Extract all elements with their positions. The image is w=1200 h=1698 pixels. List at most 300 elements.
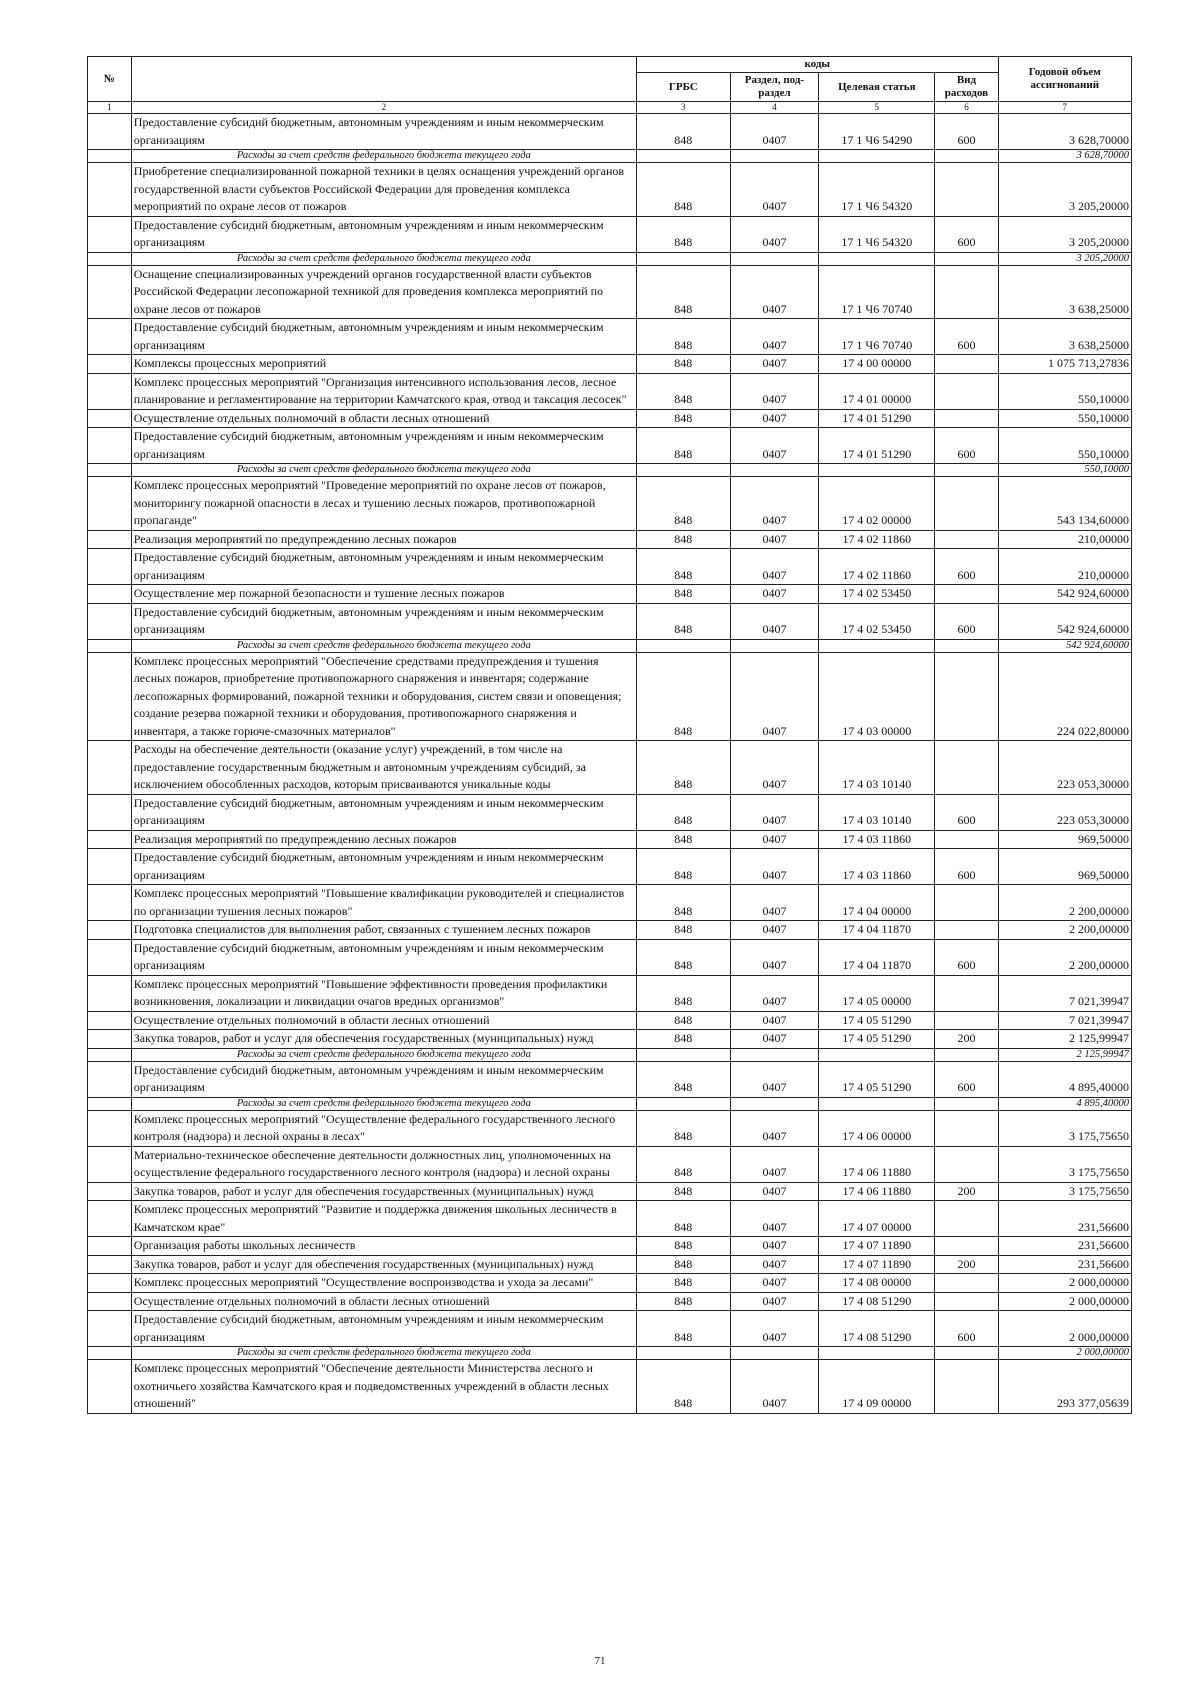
row-vid-cell: 600 [935,794,998,830]
row-vid-cell [935,1146,998,1182]
row-target-cell: 17 4 05 51290 [819,1011,935,1030]
row-razdel-cell: 0407 [730,1110,819,1146]
table-row [88,1292,1132,1311]
row-amount-cell: 2 000,00000 [998,1274,1131,1293]
row-index-cell [88,464,132,477]
row-name-cell: Предоставление субсидий бюджетным, автономным учреждениям и иным некоммерческим организациям [131,849,636,885]
row-vid-cell [935,921,998,940]
row-grbs-cell: 848 [636,1311,730,1347]
row-razdel-cell: 0407 [730,741,819,795]
row-target-cell [819,1048,935,1061]
row-index-cell [88,477,132,531]
row-razdel-cell: 0407 [730,1360,819,1414]
row-razdel-cell: 0407 [730,885,819,921]
row-name-cell: Предоставление субсидий бюджетным, автономным учреждениям и иным некоммерческим организациям [131,1311,636,1347]
row-amount-cell: 2 000,00000 [998,1347,1131,1360]
row-amount-cell: 3 175,75650 [998,1110,1131,1146]
row-amount-cell: 550,10000 [998,464,1131,477]
row-razdel-cell [730,252,819,265]
row-vid-cell [935,652,998,741]
row-target-cell [819,1347,935,1360]
row-index-cell [88,939,132,975]
row-name-cell: Оснащение специализированных учреждений органов государственной власти субъектов Российской Федерации лесопожарной техникой для проведения комплекса мероприятий по охране лесов от пожаров [131,265,636,319]
row-name-cell: Предоставление субсидий бюджетным, автономным учреждениям и иным некоммерческим организациям [131,603,636,639]
row-name-cell: Комплекс процессных мероприятий "Организация интенсивного использования лесов, лесное планирование и регламентирование на территории Камчатского края, отвод и таксация лесосек" [131,373,636,409]
row-name-cell: Предоставление субсидий бюджетным, автономным учреждениям и иным некоммерческим организациям [131,1061,636,1097]
row-vid-cell [935,830,998,849]
row-index-cell [88,1311,132,1347]
row-amount-cell: 542 924,60000 [998,585,1131,604]
row-vid-cell: 600 [935,114,998,150]
row-target-cell: 17 4 05 51290 [819,1061,935,1097]
row-grbs-cell [636,1097,730,1110]
row-name-cell: Материально-техническое обеспечение деятельности должностных лиц, уполномоченных на осуществление федерального государственного лесного контроля (надзора) и лесной охраны [131,1146,636,1182]
table-row [88,319,1132,355]
row-target-cell: 17 4 07 00000 [819,1201,935,1237]
row-index-cell [88,1097,132,1110]
row-name-cell: Комплекс процессных мероприятий "Обеспечение деятельности Министерства лесного и охотничьего хозяйства Камчатского края и подведомственных учреждений в области лесных отношений" [131,1360,636,1414]
row-vid-cell [935,163,998,217]
row-amount-cell: 2 125,99947 [998,1030,1131,1049]
row-razdel-cell: 0407 [730,921,819,940]
row-amount-cell: 3 638,25000 [998,319,1131,355]
table-row [88,885,1132,921]
row-grbs-cell: 848 [636,1011,730,1030]
row-target-cell: 17 4 04 00000 [819,885,935,921]
col-number: 5 [819,102,935,114]
row-amount-cell: 2 200,00000 [998,885,1131,921]
row-grbs-cell: 848 [636,114,730,150]
row-razdel-cell [730,1097,819,1110]
row-target-cell: 17 4 03 00000 [819,652,935,741]
row-target-cell: 17 4 06 11880 [819,1146,935,1182]
row-vid-cell: 600 [935,428,998,464]
col-number: 1 [88,102,132,114]
row-amount-cell: 231,56600 [998,1237,1131,1256]
row-razdel-cell: 0407 [730,319,819,355]
row-grbs-cell: 848 [636,885,730,921]
row-index-cell [88,652,132,741]
row-razdel-cell: 0407 [730,1011,819,1030]
table-row [88,939,1132,975]
row-grbs-cell: 848 [636,549,730,585]
row-name-cell: Предоставление субсидий бюджетным, автономным учреждениям и иным некоммерческим организациям [131,428,636,464]
row-index-cell [88,585,132,604]
page-number: 71 [594,1655,606,1667]
row-amount-cell: 969,50000 [998,830,1131,849]
row-index-cell [88,216,132,252]
row-grbs-cell: 848 [636,1201,730,1237]
row-index-cell [88,428,132,464]
row-name-cell: Предоставление субсидий бюджетным, автономным учреждениям и иным некоммерческим организациям [131,939,636,975]
row-name-cell: Осуществление отдельных полномочий в области лесных отношений [131,409,636,428]
row-name-cell: Расходы за счет средств федерального бюджета текущего года [131,150,636,163]
row-vid-cell [935,975,998,1011]
row-target-cell: 17 4 01 51290 [819,428,935,464]
row-grbs-cell: 848 [636,216,730,252]
table-row [88,921,1132,940]
row-razdel-cell: 0407 [730,265,819,319]
row-target-cell [819,464,935,477]
table-row [88,830,1132,849]
row-target-cell [819,150,935,163]
row-vid-cell: 600 [935,939,998,975]
col-number: 2 [131,102,636,114]
row-grbs-cell: 848 [636,1146,730,1182]
row-index-cell [88,830,132,849]
row-target-cell: 17 4 05 00000 [819,975,935,1011]
row-grbs-cell [636,1347,730,1360]
row-target-cell: 17 4 03 10140 [819,741,935,795]
row-name-cell: Предоставление субсидий бюджетным, автономным учреждениям и иным некоммерческим организациям [131,794,636,830]
table-row [88,163,1132,217]
row-vid-cell [935,1110,998,1146]
row-grbs-cell: 848 [636,603,730,639]
row-target-cell: 17 4 02 00000 [819,477,935,531]
row-razdel-cell: 0407 [730,1061,819,1097]
row-vid-cell: 200 [935,1030,998,1049]
row-vid-cell [935,1347,998,1360]
row-name-cell: Подготовка специалистов для выполнения работ, связанных с тушением лесных пожаров [131,921,636,940]
table-row [88,265,1132,319]
row-index-cell [88,741,132,795]
row-grbs-cell: 848 [636,163,730,217]
row-grbs-cell: 848 [636,975,730,1011]
table-row [88,1201,1132,1237]
row-amount-cell: 224 022,80000 [998,652,1131,741]
row-razdel-cell: 0407 [730,549,819,585]
row-vid-cell [935,464,998,477]
row-amount-cell: 2 200,00000 [998,921,1131,940]
row-index-cell [88,1360,132,1414]
row-index-cell [88,1030,132,1049]
row-amount-cell: 7 021,39947 [998,975,1131,1011]
row-name-cell: Расходы за счет средств федерального бюджета текущего года [131,252,636,265]
row-razdel-cell: 0407 [730,216,819,252]
row-grbs-cell: 848 [636,409,730,428]
header-razdel: Раздел, под-раздел [730,73,819,102]
row-vid-cell: 600 [935,1061,998,1097]
row-name-cell: Приобретение специализированной пожарной техники в целях оснащения учреждений органов государственной власти субъектов Российской Федерации для проведения комплекса мероприятий по охране лесов от пожаров [131,163,636,217]
budget-table [87,56,1132,1414]
row-name-cell: Расходы за счет средств федерального бюджета текущего года [131,639,636,652]
row-grbs-cell: 848 [636,794,730,830]
row-razdel-cell [730,1347,819,1360]
row-razdel-cell: 0407 [730,1146,819,1182]
row-vid-cell: 600 [935,1311,998,1347]
header-name-blank [131,57,636,102]
row-razdel-cell: 0407 [730,975,819,1011]
row-target-cell: 17 1 Ч6 54320 [819,216,935,252]
row-vid-cell [935,1011,998,1030]
col-number: 7 [998,102,1131,114]
table-row [88,355,1132,374]
row-vid-cell [935,252,998,265]
row-grbs-cell: 848 [636,1182,730,1201]
row-vid-cell: 600 [935,319,998,355]
row-vid-cell [935,885,998,921]
table-row [88,975,1132,1011]
row-amount-cell: 1 075 713,27836 [998,355,1131,374]
table-row [88,530,1132,549]
table-row [88,1274,1132,1293]
row-grbs-cell: 848 [636,477,730,531]
row-amount-cell: 231,56600 [998,1201,1131,1237]
row-grbs-cell: 848 [636,652,730,741]
col-number: 4 [730,102,819,114]
row-name-cell: Реализация мероприятий по предупреждению лесных пожаров [131,830,636,849]
row-vid-cell [935,409,998,428]
row-razdel-cell: 0407 [730,428,819,464]
row-name-cell: Расходы за счет средств федерального бюджета текущего года [131,1097,636,1110]
row-amount-cell: 223 053,30000 [998,741,1131,795]
row-vid-cell [935,150,998,163]
row-grbs-cell: 848 [636,1237,730,1256]
row-index-cell [88,530,132,549]
row-name-cell: Расходы на обеспечение деятельности (оказание услуг) учреждений, в том числе на предоставление государственным бюджетным и автономным учреждениям субсидий, за исключением обособленных расходов, которым присваиваются уникальные коды [131,741,636,795]
row-vid-cell [935,1274,998,1293]
row-target-cell: 17 4 03 11860 [819,849,935,885]
header-no: № [88,57,132,102]
row-target-cell: 17 4 08 00000 [819,1274,935,1293]
row-grbs-cell: 848 [636,1360,730,1414]
row-index-cell [88,1011,132,1030]
row-grbs-cell: 848 [636,1061,730,1097]
row-target-cell: 17 4 07 11890 [819,1237,935,1256]
row-grbs-cell: 848 [636,373,730,409]
row-index-cell [88,885,132,921]
row-razdel-cell: 0407 [730,1311,819,1347]
row-amount-cell: 543 134,60000 [998,477,1131,531]
table-row [88,1237,1132,1256]
row-razdel-cell [730,150,819,163]
row-grbs-cell: 848 [636,921,730,940]
row-index-cell [88,1182,132,1201]
row-index-cell [88,1061,132,1097]
row-vid-cell: 600 [935,603,998,639]
table-row [88,549,1132,585]
row-vid-cell [935,373,998,409]
row-target-cell: 17 1 Ч6 70740 [819,319,935,355]
row-razdel-cell: 0407 [730,409,819,428]
row-target-cell: 17 4 04 11870 [819,939,935,975]
row-amount-cell: 4 895,40000 [998,1097,1131,1110]
row-vid-cell [935,1048,998,1061]
row-razdel-cell: 0407 [730,652,819,741]
row-amount-cell: 210,00000 [998,530,1131,549]
row-amount-cell: 3 628,70000 [998,114,1131,150]
row-name-cell: Осуществление отдельных полномочий в области лесных отношений [131,1011,636,1030]
table-row [88,1011,1132,1030]
row-target-cell: 17 1 Ч6 54290 [819,114,935,150]
row-grbs-cell: 848 [636,1110,730,1146]
row-grbs-cell: 848 [636,741,730,795]
row-amount-cell: 223 053,30000 [998,794,1131,830]
row-target-cell [819,639,935,652]
row-target-cell: 17 4 01 51290 [819,409,935,428]
row-index-cell [88,163,132,217]
row-target-cell: 17 4 08 51290 [819,1292,935,1311]
row-vid-cell: 200 [935,1255,998,1274]
row-name-cell: Комплексы процессных мероприятий [131,355,636,374]
row-index-cell [88,603,132,639]
row-razdel-cell: 0407 [730,794,819,830]
row-razdel-cell: 0407 [730,373,819,409]
row-grbs-cell [636,252,730,265]
row-razdel-cell: 0407 [730,1201,819,1237]
row-vid-cell [935,1097,998,1110]
row-index-cell [88,549,132,585]
table-row [88,603,1132,639]
row-vid-cell [935,1360,998,1414]
row-name-cell: Предоставление субсидий бюджетным, автономным учреждениям и иным некоммерческим организациям [131,319,636,355]
table-row [88,794,1132,830]
row-index-cell [88,794,132,830]
row-target-cell [819,252,935,265]
header-volume: Годовой объем ассигнований [998,57,1131,102]
row-amount-cell: 969,50000 [998,849,1131,885]
row-name-cell: Комплекс процессных мероприятий "Обеспечение средствами предупреждения и тушения лесных пожаров, приобретение противопожарного снаряжения и инвентаря; содержание лесопожарных формирований, пожарной техники и оборудования, систем связи и оповещения; создание резерва пожарной техники и оборудования, противопожарного снаряжения и инвентаря, а также горюче-смазочных материалов" [131,652,636,741]
row-target-cell: 17 1 Ч6 54320 [819,163,935,217]
row-index-cell [88,921,132,940]
row-razdel-cell [730,639,819,652]
row-grbs-cell: 848 [636,428,730,464]
federal-funds-row [88,252,1132,265]
row-name-cell: Закупка товаров, работ и услуг для обеспечения государственных (муниципальных) нужд [131,1030,636,1049]
row-target-cell: 17 4 07 11890 [819,1255,935,1274]
row-amount-cell: 542 924,60000 [998,603,1131,639]
row-amount-cell: 293 377,05639 [998,1360,1131,1414]
table-row [88,1360,1132,1414]
row-target-cell: 17 4 09 00000 [819,1360,935,1414]
table-row [88,652,1132,741]
federal-funds-row [88,464,1132,477]
row-index-cell [88,373,132,409]
row-name-cell: Осуществление отдельных полномочий в области лесных отношений [131,1292,636,1311]
row-index-cell [88,409,132,428]
row-target-cell: 17 4 06 00000 [819,1110,935,1146]
row-amount-cell: 3 205,20000 [998,216,1131,252]
row-razdel-cell: 0407 [730,355,819,374]
row-target-cell: 17 4 08 51290 [819,1311,935,1347]
header-vid: Вид расходов [935,73,998,102]
row-index-cell [88,1274,132,1293]
row-razdel-cell: 0407 [730,1292,819,1311]
row-grbs-cell: 848 [636,530,730,549]
row-target-cell: 17 1 Ч6 70740 [819,265,935,319]
table-row [88,1030,1132,1049]
row-vid-cell [935,477,998,531]
row-index-cell [88,1255,132,1274]
row-name-cell: Расходы за счет средств федерального бюджета текущего года [131,464,636,477]
row-razdel-cell: 0407 [730,1030,819,1049]
table-row [88,1311,1132,1347]
row-index-cell [88,849,132,885]
row-razdel-cell: 0407 [730,585,819,604]
row-index-cell [88,1146,132,1182]
row-grbs-cell [636,150,730,163]
row-target-cell: 17 4 01 00000 [819,373,935,409]
table-row [88,1182,1132,1201]
col-number: 3 [636,102,730,114]
row-amount-cell: 210,00000 [998,549,1131,585]
table-row [88,585,1132,604]
row-grbs-cell: 848 [636,265,730,319]
col-number: 6 [935,102,998,114]
row-grbs-cell: 848 [636,319,730,355]
row-name-cell: Комплекс процессных мероприятий "Осуществление воспроизводства и ухода за лесами" [131,1274,636,1293]
row-index-cell [88,355,132,374]
table-body [88,114,1132,1414]
row-target-cell: 17 4 02 11860 [819,530,935,549]
row-name-cell: Предоставление субсидий бюджетным, автономным учреждениям и иным некоммерческим организациям [131,549,636,585]
row-razdel-cell: 0407 [730,163,819,217]
row-vid-cell [935,741,998,795]
row-index-cell [88,975,132,1011]
table-row [88,216,1132,252]
row-razdel-cell: 0407 [730,1237,819,1256]
row-amount-cell: 542 924,60000 [998,639,1131,652]
table-row [88,409,1132,428]
federal-funds-row [88,1347,1132,1360]
row-razdel-cell: 0407 [730,939,819,975]
row-index-cell [88,1110,132,1146]
row-amount-cell: 550,10000 [998,428,1131,464]
row-name-cell: Закупка товаров, работ и услуг для обеспечения государственных (муниципальных) нужд [131,1255,636,1274]
table-row [88,477,1132,531]
row-grbs-cell: 848 [636,355,730,374]
row-vid-cell: 600 [935,549,998,585]
row-target-cell: 17 4 00 00000 [819,355,935,374]
table-row [88,741,1132,795]
row-grbs-cell: 848 [636,849,730,885]
federal-funds-row [88,1097,1132,1110]
row-target-cell [819,1097,935,1110]
row-index-cell [88,150,132,163]
table-row [88,428,1132,464]
table-row [88,1255,1132,1274]
row-target-cell: 17 4 04 11870 [819,921,935,940]
row-amount-cell: 3 628,70000 [998,150,1131,163]
table-row [88,1110,1132,1146]
row-index-cell [88,1347,132,1360]
header-grbs: ГРБС [636,73,730,102]
row-name-cell: Комплекс процессных мероприятий "Проведение мероприятий по охране лесов от пожаров, мониторингу пожарной опасности в лесах и тушению лесных пожаров, противопожарной пропаганде" [131,477,636,531]
row-amount-cell: 3 175,75650 [998,1182,1131,1201]
federal-funds-row [88,639,1132,652]
row-name-cell: Расходы за счет средств федерального бюджета текущего года [131,1347,636,1360]
row-name-cell: Организация работы школьных лесничеств [131,1237,636,1256]
row-amount-cell: 3 205,20000 [998,252,1131,265]
row-grbs-cell: 848 [636,585,730,604]
row-razdel-cell: 0407 [730,603,819,639]
row-grbs-cell: 848 [636,1292,730,1311]
row-grbs-cell: 848 [636,1030,730,1049]
row-target-cell: 17 4 05 51290 [819,1030,935,1049]
row-razdel-cell: 0407 [730,1182,819,1201]
row-grbs-cell [636,464,730,477]
row-razdel-cell: 0407 [730,1274,819,1293]
row-vid-cell: 600 [935,216,998,252]
row-target-cell: 17 4 02 53450 [819,585,935,604]
row-amount-cell: 2 125,99947 [998,1048,1131,1061]
row-amount-cell: 2 000,00000 [998,1311,1131,1347]
row-name-cell: Комплекс процессных мероприятий "Осуществление федерального государственного лесного контроля (надзора) и лесной охраны в лесах" [131,1110,636,1146]
row-grbs-cell: 848 [636,830,730,849]
row-amount-cell: 7 021,39947 [998,1011,1131,1030]
row-grbs-cell: 848 [636,939,730,975]
row-amount-cell: 4 895,40000 [998,1061,1131,1097]
